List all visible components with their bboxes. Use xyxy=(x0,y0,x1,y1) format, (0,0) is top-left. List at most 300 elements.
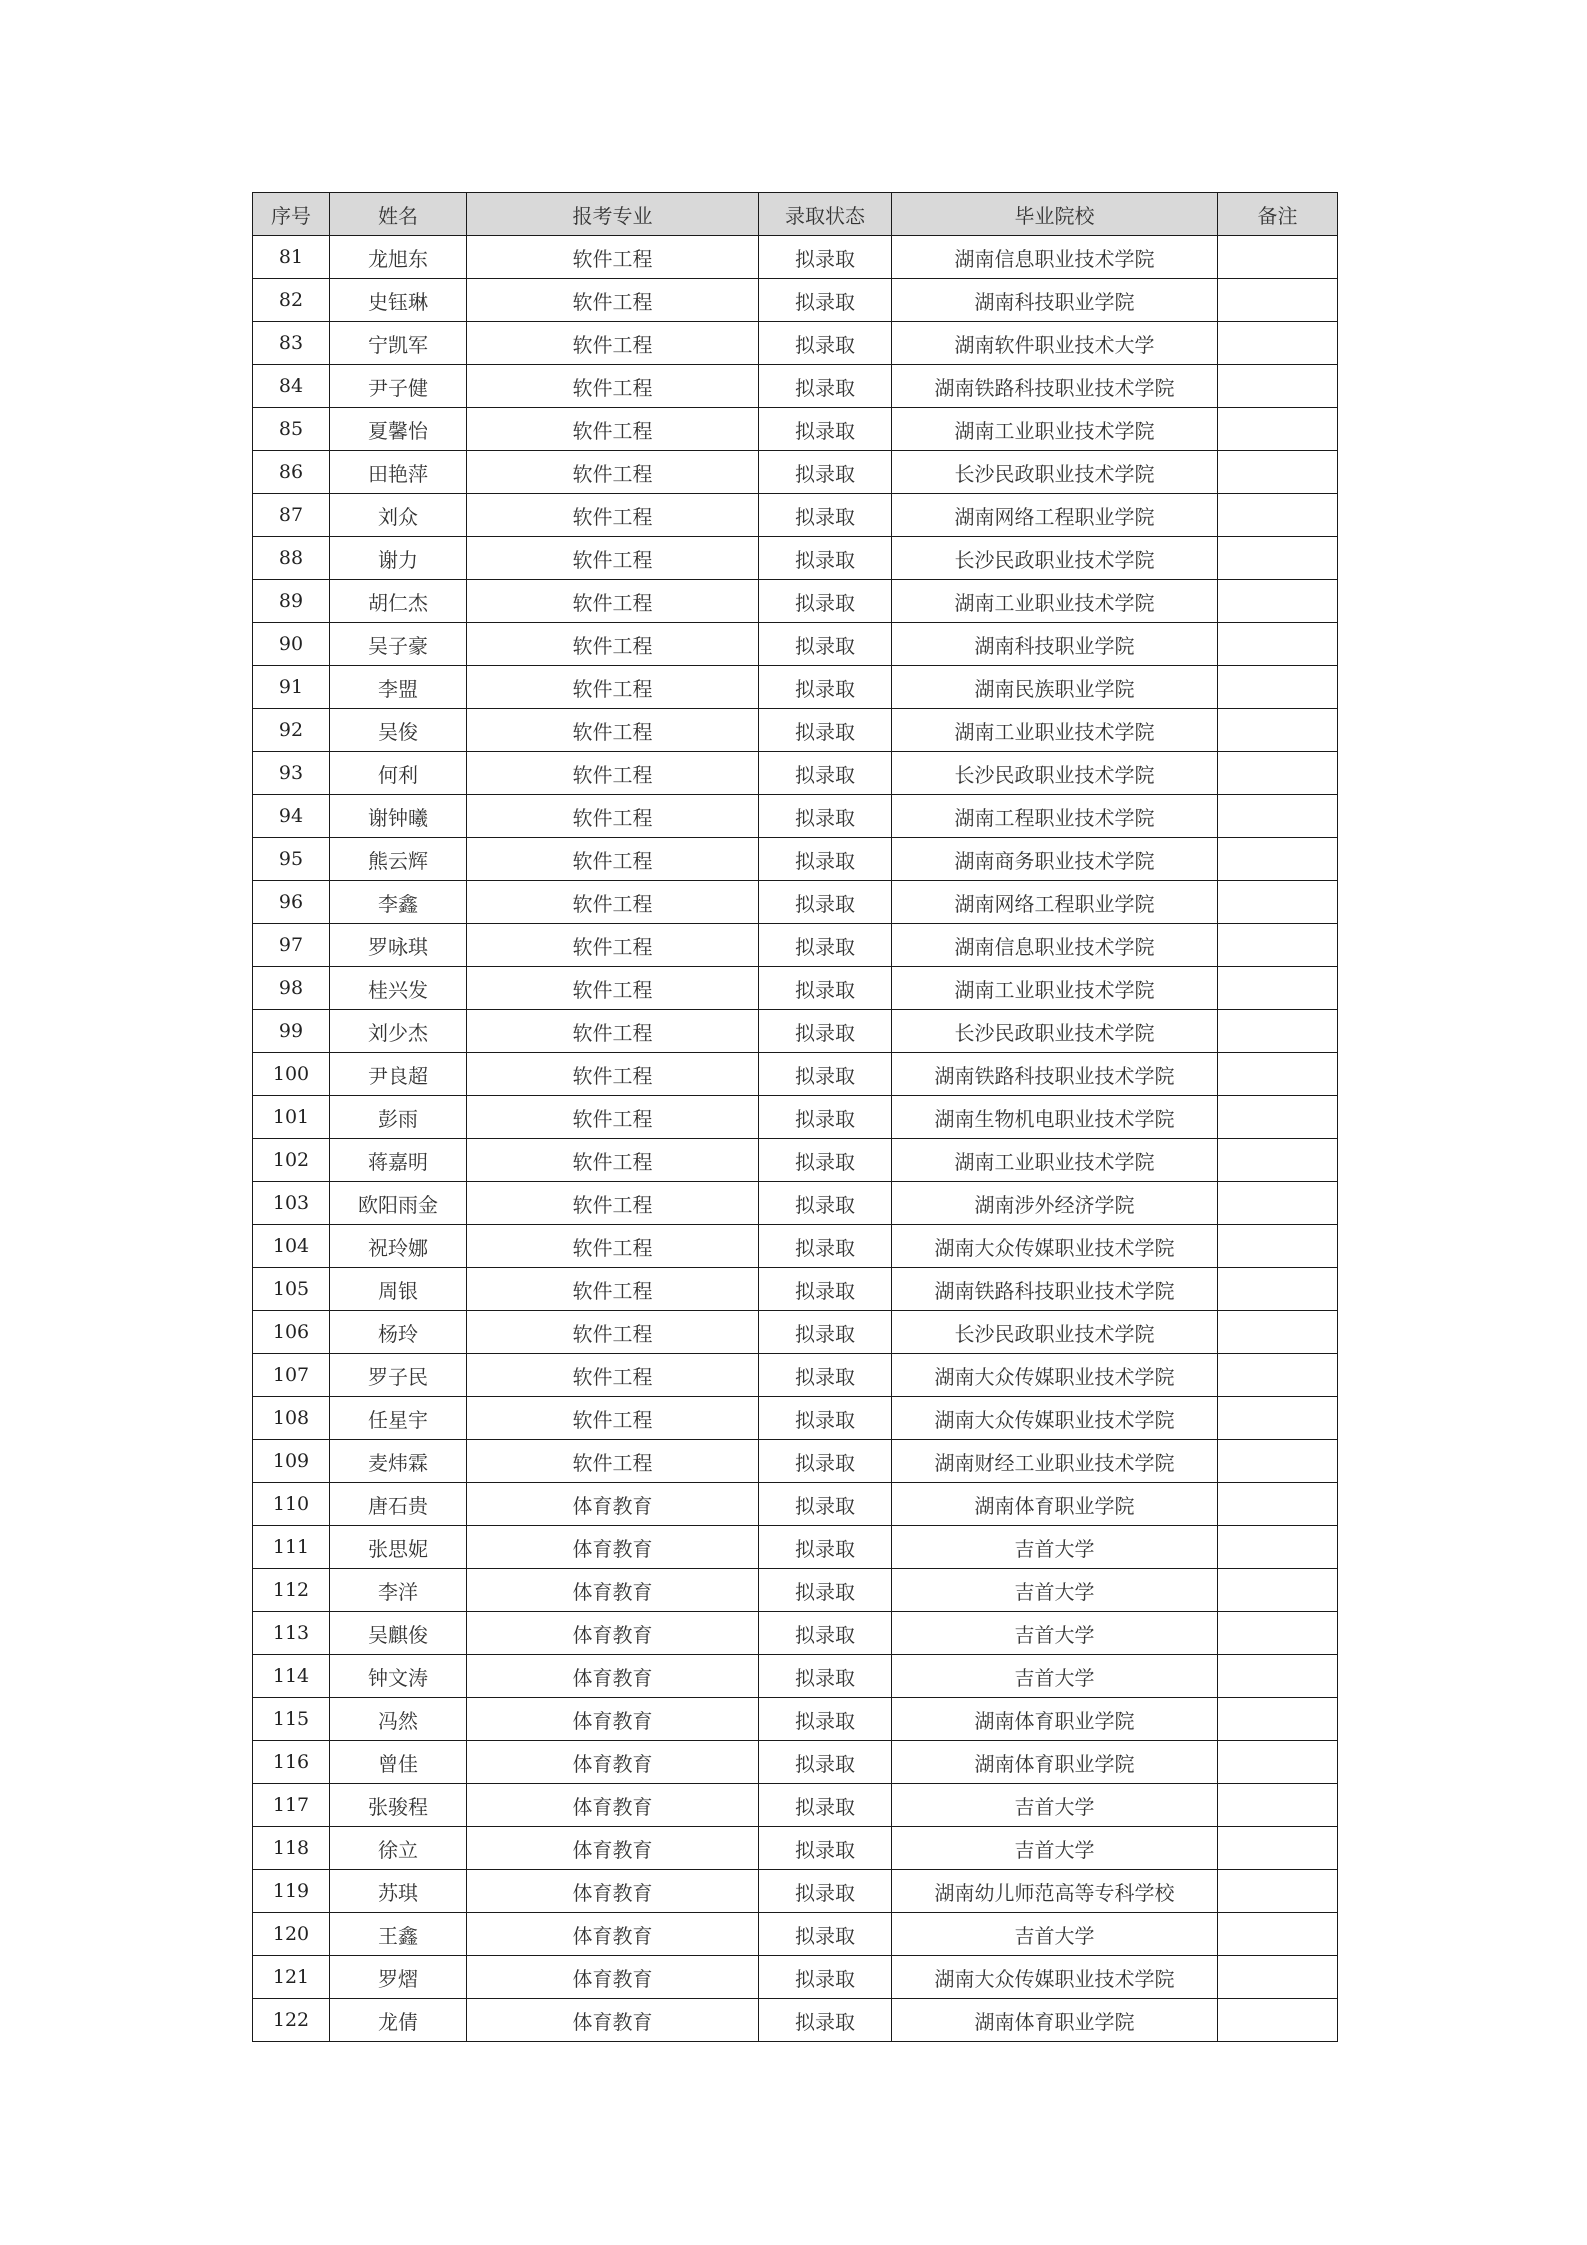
cell-status: 拟录取 xyxy=(759,1268,892,1311)
cell-no: 107 xyxy=(253,1354,330,1397)
cell-school: 湖南体育职业学院 xyxy=(892,1483,1218,1526)
cell-major: 软件工程 xyxy=(467,795,759,838)
table-row xyxy=(253,967,1338,1010)
cell-note xyxy=(1218,1182,1338,1225)
cell-school: 湖南软件职业技术大学 xyxy=(892,322,1218,365)
cell-no: 122 xyxy=(253,1999,330,2042)
cell-major: 软件工程 xyxy=(467,881,759,924)
cell-major: 软件工程 xyxy=(467,1354,759,1397)
cell-status: 拟录取 xyxy=(759,1784,892,1827)
cell-status: 拟录取 xyxy=(759,451,892,494)
cell-major: 体育教育 xyxy=(467,1569,759,1612)
cell-note xyxy=(1218,322,1338,365)
header-name: 姓名 xyxy=(330,193,467,236)
table-row xyxy=(253,408,1338,451)
table-row xyxy=(253,494,1338,537)
cell-major: 软件工程 xyxy=(467,1010,759,1053)
cell-no: 99 xyxy=(253,1010,330,1053)
cell-status: 拟录取 xyxy=(759,537,892,580)
cell-school: 湖南铁路科技职业技术学院 xyxy=(892,1268,1218,1311)
cell-status: 拟录取 xyxy=(759,838,892,881)
cell-school: 湖南网络工程职业学院 xyxy=(892,494,1218,537)
cell-school: 湖南信息职业技术学院 xyxy=(892,924,1218,967)
cell-major: 软件工程 xyxy=(467,1225,759,1268)
table-body xyxy=(253,236,1338,2042)
table-row xyxy=(253,451,1338,494)
cell-note xyxy=(1218,1827,1338,1870)
cell-school: 湖南大众传媒职业技术学院 xyxy=(892,1397,1218,1440)
cell-no: 118 xyxy=(253,1827,330,1870)
cell-major: 软件工程 xyxy=(467,365,759,408)
table-row xyxy=(253,1827,1338,1870)
table-row xyxy=(253,1612,1338,1655)
cell-no: 97 xyxy=(253,924,330,967)
cell-school: 湖南幼儿师范高等专科学校 xyxy=(892,1870,1218,1913)
cell-note xyxy=(1218,1913,1338,1956)
cell-name: 刘众 xyxy=(330,494,467,537)
cell-note xyxy=(1218,1526,1338,1569)
cell-note xyxy=(1218,1354,1338,1397)
cell-no: 102 xyxy=(253,1139,330,1182)
cell-status: 拟录取 xyxy=(759,1913,892,1956)
cell-note xyxy=(1218,1397,1338,1440)
cell-name: 李洋 xyxy=(330,1569,467,1612)
cell-note xyxy=(1218,1096,1338,1139)
cell-school: 长沙民政职业技术学院 xyxy=(892,1311,1218,1354)
table-row xyxy=(253,666,1338,709)
cell-school: 长沙民政职业技术学院 xyxy=(892,1010,1218,1053)
cell-note xyxy=(1218,1870,1338,1913)
cell-note xyxy=(1218,1784,1338,1827)
cell-note xyxy=(1218,1268,1338,1311)
cell-no: 86 xyxy=(253,451,330,494)
cell-status: 拟录取 xyxy=(759,236,892,279)
cell-major: 软件工程 xyxy=(467,322,759,365)
cell-no: 98 xyxy=(253,967,330,1010)
cell-note xyxy=(1218,1311,1338,1354)
cell-name: 王鑫 xyxy=(330,1913,467,1956)
cell-no: 94 xyxy=(253,795,330,838)
cell-no: 117 xyxy=(253,1784,330,1827)
cell-name: 苏琪 xyxy=(330,1870,467,1913)
table-row xyxy=(253,1096,1338,1139)
cell-no: 91 xyxy=(253,666,330,709)
cell-no: 83 xyxy=(253,322,330,365)
cell-school: 湖南财经工业职业技术学院 xyxy=(892,1440,1218,1483)
cell-name: 桂兴发 xyxy=(330,967,467,1010)
header-no: 序号 xyxy=(253,193,330,236)
table-row xyxy=(253,709,1338,752)
cell-name: 谢力 xyxy=(330,537,467,580)
cell-school: 吉首大学 xyxy=(892,1569,1218,1612)
cell-no: 106 xyxy=(253,1311,330,1354)
cell-major: 体育教育 xyxy=(467,1870,759,1913)
cell-major: 软件工程 xyxy=(467,1440,759,1483)
cell-no: 81 xyxy=(253,236,330,279)
cell-status: 拟录取 xyxy=(759,580,892,623)
cell-school: 吉首大学 xyxy=(892,1913,1218,1956)
cell-note xyxy=(1218,1010,1338,1053)
cell-status: 拟录取 xyxy=(759,967,892,1010)
cell-no: 87 xyxy=(253,494,330,537)
cell-major: 体育教育 xyxy=(467,1483,759,1526)
cell-no: 89 xyxy=(253,580,330,623)
cell-name: 冯然 xyxy=(330,1698,467,1741)
cell-name: 胡仁杰 xyxy=(330,580,467,623)
cell-name: 尹良超 xyxy=(330,1053,467,1096)
table-row xyxy=(253,1225,1338,1268)
cell-name: 熊云辉 xyxy=(330,838,467,881)
cell-major: 软件工程 xyxy=(467,752,759,795)
cell-name: 任星宇 xyxy=(330,1397,467,1440)
table-row xyxy=(253,1956,1338,1999)
table-row xyxy=(253,838,1338,881)
cell-name: 刘少杰 xyxy=(330,1010,467,1053)
cell-note xyxy=(1218,537,1338,580)
cell-name: 尹子健 xyxy=(330,365,467,408)
admission-table xyxy=(252,192,1338,2042)
cell-name: 唐石贵 xyxy=(330,1483,467,1526)
cell-major: 软件工程 xyxy=(467,1311,759,1354)
cell-school: 湖南工程职业技术学院 xyxy=(892,795,1218,838)
cell-school: 湖南生物机电职业技术学院 xyxy=(892,1096,1218,1139)
cell-school: 湖南工业职业技术学院 xyxy=(892,967,1218,1010)
cell-major: 软件工程 xyxy=(467,451,759,494)
cell-school: 吉首大学 xyxy=(892,1526,1218,1569)
cell-school: 吉首大学 xyxy=(892,1784,1218,1827)
header-row xyxy=(253,193,1338,236)
cell-no: 121 xyxy=(253,1956,330,1999)
cell-major: 软件工程 xyxy=(467,279,759,322)
cell-major: 软件工程 xyxy=(467,1182,759,1225)
cell-status: 拟录取 xyxy=(759,1354,892,1397)
cell-name: 宁凯军 xyxy=(330,322,467,365)
table-row xyxy=(253,1010,1338,1053)
cell-status: 拟录取 xyxy=(759,279,892,322)
table-row xyxy=(253,1870,1338,1913)
cell-name: 龙倩 xyxy=(330,1999,467,2042)
cell-major: 软件工程 xyxy=(467,1397,759,1440)
cell-major: 体育教育 xyxy=(467,1956,759,1999)
cell-note xyxy=(1218,1741,1338,1784)
cell-no: 84 xyxy=(253,365,330,408)
cell-status: 拟录取 xyxy=(759,1741,892,1784)
cell-no: 110 xyxy=(253,1483,330,1526)
cell-note xyxy=(1218,838,1338,881)
cell-status: 拟录取 xyxy=(759,1526,892,1569)
cell-status: 拟录取 xyxy=(759,1956,892,1999)
cell-note xyxy=(1218,1612,1338,1655)
cell-major: 体育教育 xyxy=(467,1655,759,1698)
cell-status: 拟录取 xyxy=(759,1483,892,1526)
table-row xyxy=(253,279,1338,322)
cell-status: 拟录取 xyxy=(759,752,892,795)
cell-status: 拟录取 xyxy=(759,623,892,666)
cell-school: 湖南工业职业技术学院 xyxy=(892,1139,1218,1182)
cell-no: 82 xyxy=(253,279,330,322)
cell-name: 麦炜霖 xyxy=(330,1440,467,1483)
table-row xyxy=(253,752,1338,795)
cell-note xyxy=(1218,1225,1338,1268)
cell-major: 体育教育 xyxy=(467,1526,759,1569)
table-row xyxy=(253,1139,1338,1182)
table-row xyxy=(253,236,1338,279)
cell-note xyxy=(1218,1698,1338,1741)
cell-status: 拟录取 xyxy=(759,1999,892,2042)
cell-school: 湖南信息职业技术学院 xyxy=(892,236,1218,279)
cell-school: 湖南工业职业技术学院 xyxy=(892,580,1218,623)
table-row xyxy=(253,924,1338,967)
cell-major: 软件工程 xyxy=(467,709,759,752)
cell-school: 湖南大众传媒职业技术学院 xyxy=(892,1225,1218,1268)
cell-major: 体育教育 xyxy=(467,1612,759,1655)
cell-no: 103 xyxy=(253,1182,330,1225)
table-row xyxy=(253,795,1338,838)
cell-school: 湖南体育职业学院 xyxy=(892,1741,1218,1784)
cell-no: 105 xyxy=(253,1268,330,1311)
table-row xyxy=(253,1655,1338,1698)
cell-status: 拟录取 xyxy=(759,1698,892,1741)
cell-school: 湖南工业职业技术学院 xyxy=(892,709,1218,752)
cell-school: 湖南大众传媒职业技术学院 xyxy=(892,1956,1218,1999)
cell-note xyxy=(1218,494,1338,537)
cell-note xyxy=(1218,1999,1338,2042)
cell-name: 祝玲娜 xyxy=(330,1225,467,1268)
cell-major: 软件工程 xyxy=(467,236,759,279)
cell-status: 拟录取 xyxy=(759,1655,892,1698)
table-header xyxy=(253,193,1338,236)
cell-name: 田艳萍 xyxy=(330,451,467,494)
header-major: 报考专业 xyxy=(467,193,759,236)
cell-status: 拟录取 xyxy=(759,1010,892,1053)
cell-no: 101 xyxy=(253,1096,330,1139)
cell-major: 体育教育 xyxy=(467,1741,759,1784)
cell-major: 软件工程 xyxy=(467,580,759,623)
cell-major: 软件工程 xyxy=(467,924,759,967)
cell-major: 软件工程 xyxy=(467,1096,759,1139)
cell-note xyxy=(1218,666,1338,709)
cell-no: 96 xyxy=(253,881,330,924)
cell-name: 曾佳 xyxy=(330,1741,467,1784)
cell-no: 92 xyxy=(253,709,330,752)
table-row xyxy=(253,1311,1338,1354)
cell-no: 113 xyxy=(253,1612,330,1655)
cell-school: 湖南大众传媒职业技术学院 xyxy=(892,1354,1218,1397)
cell-school: 长沙民政职业技术学院 xyxy=(892,537,1218,580)
cell-name: 李鑫 xyxy=(330,881,467,924)
cell-status: 拟录取 xyxy=(759,795,892,838)
cell-major: 体育教育 xyxy=(467,1698,759,1741)
table-row xyxy=(253,1440,1338,1483)
table-row xyxy=(253,322,1338,365)
cell-school: 湖南工业职业技术学院 xyxy=(892,408,1218,451)
cell-school: 湖南体育职业学院 xyxy=(892,1999,1218,2042)
cell-name: 周银 xyxy=(330,1268,467,1311)
cell-status: 拟录取 xyxy=(759,322,892,365)
cell-status: 拟录取 xyxy=(759,881,892,924)
cell-school: 长沙民政职业技术学院 xyxy=(892,451,1218,494)
cell-major: 体育教育 xyxy=(467,1784,759,1827)
cell-school: 湖南铁路科技职业技术学院 xyxy=(892,1053,1218,1096)
cell-status: 拟录取 xyxy=(759,1397,892,1440)
cell-no: 116 xyxy=(253,1741,330,1784)
cell-status: 拟录取 xyxy=(759,494,892,537)
cell-note xyxy=(1218,1440,1338,1483)
cell-status: 拟录取 xyxy=(759,709,892,752)
table-row xyxy=(253,580,1338,623)
cell-major: 软件工程 xyxy=(467,838,759,881)
table-row xyxy=(253,1053,1338,1096)
table-row xyxy=(253,537,1338,580)
cell-note xyxy=(1218,236,1338,279)
cell-school: 湖南科技职业学院 xyxy=(892,279,1218,322)
table-row xyxy=(253,881,1338,924)
cell-major: 软件工程 xyxy=(467,1139,759,1182)
table-row xyxy=(253,623,1338,666)
cell-major: 软件工程 xyxy=(467,967,759,1010)
cell-status: 拟录取 xyxy=(759,1311,892,1354)
cell-note xyxy=(1218,580,1338,623)
table-row xyxy=(253,1182,1338,1225)
cell-major: 软件工程 xyxy=(467,537,759,580)
cell-major: 软件工程 xyxy=(467,494,759,537)
cell-note xyxy=(1218,881,1338,924)
cell-no: 88 xyxy=(253,537,330,580)
cell-name: 蒋嘉明 xyxy=(330,1139,467,1182)
cell-major: 体育教育 xyxy=(467,1827,759,1870)
cell-no: 100 xyxy=(253,1053,330,1096)
cell-school: 湖南商务职业技术学院 xyxy=(892,838,1218,881)
cell-name: 吴俊 xyxy=(330,709,467,752)
cell-school: 湖南铁路科技职业技术学院 xyxy=(892,365,1218,408)
cell-no: 112 xyxy=(253,1569,330,1612)
cell-status: 拟录取 xyxy=(759,1612,892,1655)
cell-no: 95 xyxy=(253,838,330,881)
table-row xyxy=(253,1569,1338,1612)
cell-name: 龙旭东 xyxy=(330,236,467,279)
cell-note xyxy=(1218,795,1338,838)
table-row xyxy=(253,1354,1338,1397)
table-row xyxy=(253,1698,1338,1741)
cell-name: 罗熠 xyxy=(330,1956,467,1999)
table-row xyxy=(253,1741,1338,1784)
cell-name: 夏馨怡 xyxy=(330,408,467,451)
cell-no: 85 xyxy=(253,408,330,451)
cell-note xyxy=(1218,1139,1338,1182)
cell-status: 拟录取 xyxy=(759,1870,892,1913)
cell-no: 108 xyxy=(253,1397,330,1440)
cell-status: 拟录取 xyxy=(759,1569,892,1612)
cell-no: 120 xyxy=(253,1913,330,1956)
cell-name: 李盟 xyxy=(330,666,467,709)
header-status: 录取状态 xyxy=(759,193,892,236)
table-row xyxy=(253,1397,1338,1440)
cell-no: 90 xyxy=(253,623,330,666)
cell-no: 115 xyxy=(253,1698,330,1741)
cell-name: 吴麒俊 xyxy=(330,1612,467,1655)
cell-name: 张骏程 xyxy=(330,1784,467,1827)
table-row xyxy=(253,1913,1338,1956)
table-row xyxy=(253,1784,1338,1827)
cell-name: 史钰琳 xyxy=(330,279,467,322)
cell-note xyxy=(1218,1956,1338,1999)
cell-major: 软件工程 xyxy=(467,1053,759,1096)
header-note: 备注 xyxy=(1218,193,1338,236)
cell-status: 拟录取 xyxy=(759,1182,892,1225)
cell-school: 湖南民族职业学院 xyxy=(892,666,1218,709)
table-row xyxy=(253,1526,1338,1569)
cell-name: 张思妮 xyxy=(330,1526,467,1569)
cell-status: 拟录取 xyxy=(759,365,892,408)
cell-name: 谢钟曦 xyxy=(330,795,467,838)
cell-major: 软件工程 xyxy=(467,623,759,666)
cell-note xyxy=(1218,1483,1338,1526)
cell-name: 吴子豪 xyxy=(330,623,467,666)
cell-note xyxy=(1218,1053,1338,1096)
cell-status: 拟录取 xyxy=(759,1096,892,1139)
cell-no: 104 xyxy=(253,1225,330,1268)
cell-note xyxy=(1218,408,1338,451)
cell-note xyxy=(1218,451,1338,494)
cell-major: 软件工程 xyxy=(467,408,759,451)
cell-no: 93 xyxy=(253,752,330,795)
cell-no: 109 xyxy=(253,1440,330,1483)
cell-no: 111 xyxy=(253,1526,330,1569)
cell-school: 湖南网络工程职业学院 xyxy=(892,881,1218,924)
cell-note xyxy=(1218,967,1338,1010)
table-row xyxy=(253,1999,1338,2042)
cell-name: 何利 xyxy=(330,752,467,795)
cell-school: 吉首大学 xyxy=(892,1655,1218,1698)
cell-no: 114 xyxy=(253,1655,330,1698)
cell-status: 拟录取 xyxy=(759,1225,892,1268)
cell-status: 拟录取 xyxy=(759,666,892,709)
table-row xyxy=(253,365,1338,408)
cell-note xyxy=(1218,365,1338,408)
cell-no: 119 xyxy=(253,1870,330,1913)
cell-note xyxy=(1218,1569,1338,1612)
cell-major: 体育教育 xyxy=(467,1913,759,1956)
table-row xyxy=(253,1268,1338,1311)
cell-school: 湖南涉外经济学院 xyxy=(892,1182,1218,1225)
cell-school: 湖南科技职业学院 xyxy=(892,623,1218,666)
cell-status: 拟录取 xyxy=(759,1440,892,1483)
header-school: 毕业院校 xyxy=(892,193,1218,236)
cell-note xyxy=(1218,752,1338,795)
cell-school: 吉首大学 xyxy=(892,1827,1218,1870)
cell-status: 拟录取 xyxy=(759,1827,892,1870)
cell-status: 拟录取 xyxy=(759,924,892,967)
cell-name: 罗咏琪 xyxy=(330,924,467,967)
cell-major: 软件工程 xyxy=(467,666,759,709)
cell-school: 长沙民政职业技术学院 xyxy=(892,752,1218,795)
cell-note xyxy=(1218,709,1338,752)
cell-note xyxy=(1218,1655,1338,1698)
cell-name: 杨玲 xyxy=(330,1311,467,1354)
cell-status: 拟录取 xyxy=(759,1139,892,1182)
cell-name: 彭雨 xyxy=(330,1096,467,1139)
cell-status: 拟录取 xyxy=(759,408,892,451)
cell-status: 拟录取 xyxy=(759,1053,892,1096)
cell-note xyxy=(1218,623,1338,666)
cell-name: 钟文涛 xyxy=(330,1655,467,1698)
cell-school: 湖南体育职业学院 xyxy=(892,1698,1218,1741)
cell-school: 吉首大学 xyxy=(892,1612,1218,1655)
cell-major: 体育教育 xyxy=(467,1999,759,2042)
cell-note xyxy=(1218,924,1338,967)
cell-major: 软件工程 xyxy=(467,1268,759,1311)
cell-name: 欧阳雨金 xyxy=(330,1182,467,1225)
